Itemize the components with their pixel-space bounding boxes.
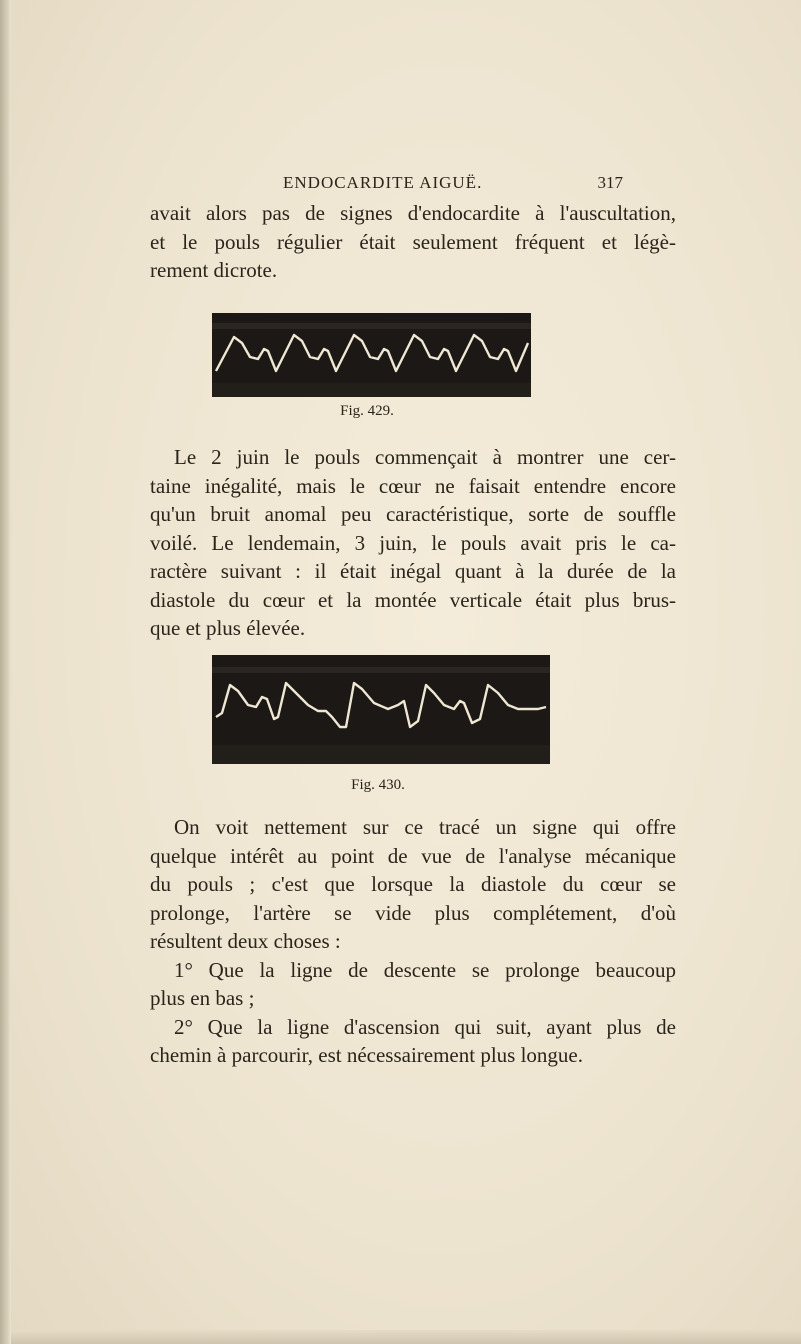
text-line: que et plus élevée.: [150, 616, 306, 640]
pulse-tracing-figure-430: [212, 655, 550, 764]
running-title: ENDOCARDITE AIGUË.: [283, 173, 483, 192]
text-line: qu'un bruit anomal peu caractéristique, sorte de souffle: [150, 502, 676, 526]
pulse-tracing-figure-429: [212, 313, 531, 397]
text-line: diastole du cœur et la montée verticale était plus brus-: [150, 587, 676, 612]
paragraph-2: [150, 443, 676, 643]
text-line: 1° Que la ligne de descente se prolonge beaucoup: [174, 957, 676, 982]
text-line: ractère suivant : il était inégal quant à la durée de la: [150, 559, 676, 583]
text-line: plus en bas ;: [150, 986, 255, 1010]
text-line: chemin à parcourir, est nécessairement plus longue.: [150, 1043, 584, 1067]
text-line: avait alors pas de signes d'endocardite à l'auscultation,: [150, 201, 676, 225]
text-line: rement dicrote.: [150, 258, 278, 282]
text-line: 2° Que la ligne d'ascension qui suit, ayant plus de: [174, 1014, 676, 1039]
figure-caption: Fig. 430.: [351, 777, 405, 793]
text-line: résultent deux choses :: [150, 929, 341, 953]
text-line: prolonge, l'artère se vide plus complétement, d'où: [150, 900, 676, 925]
paragraph-1: [150, 199, 676, 285]
page-header: [283, 173, 623, 197]
text-line: On voit nettement sur ce tracé un signe qui offre: [174, 815, 676, 839]
pulse-tracing-graphic: [212, 313, 531, 397]
page-bottom-edge: [11, 1330, 801, 1344]
text-line: voilé. Le lendemain, 3 juin, le pouls avait pris le ca-: [150, 530, 676, 555]
paragraph-3: [150, 813, 676, 1070]
text-line: et le pouls régulier était seulement fréquent et légè-: [150, 229, 676, 254]
book-binding-shadow: [0, 0, 11, 1344]
text-line: quelque intérêt au point de vue de l'analyse mécanique: [150, 843, 676, 868]
text-line: du pouls ; c'est que lorsque la diastole du cœur se: [150, 872, 676, 896]
page-number: 317: [597, 173, 623, 192]
text-line: taine inégalité, mais le cœur ne faisait entendre encore: [150, 473, 676, 498]
text-line: Le 2 juin le pouls commençait à montrer une cer-: [174, 445, 676, 469]
pulse-tracing-graphic: [212, 655, 550, 764]
figure-caption: Fig. 429.: [340, 403, 394, 419]
